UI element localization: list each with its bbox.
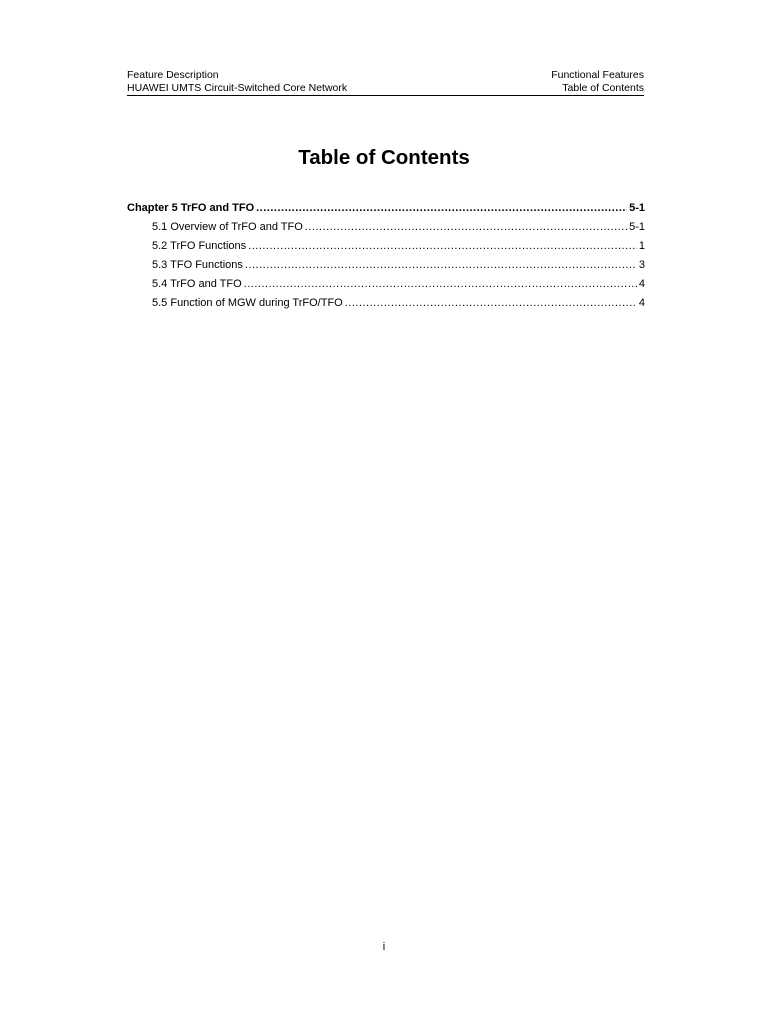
toc-entry[interactable] [127, 237, 645, 256]
header-doc-type: Feature Description [127, 69, 219, 81]
toc-entry-page: 4 [638, 297, 645, 309]
toc-entry-page: 3 [638, 259, 645, 271]
toc-entry-label: 5.1 Overview of TrFO and TFO [152, 221, 303, 233]
toc-entry-label: Chapter 5 TrFO and TFO [127, 202, 255, 214]
page-title: Table of Contents [298, 146, 470, 169]
toc-entry[interactable] [127, 275, 645, 294]
toc-dot-leader [248, 237, 637, 256]
header-product: HUAWEI UMTS Circuit-Switched Core Network [127, 82, 348, 94]
toc-dot-leader [305, 218, 627, 237]
toc-entry-page: 1 [638, 240, 645, 252]
toc-entry-page: 5-1 [629, 221, 645, 233]
toc-entry-label: 5.5 Function of MGW during TrFO/TFO [152, 297, 343, 309]
page-number: i [382, 941, 386, 953]
toc-entry[interactable] [127, 218, 645, 237]
header-section: Functional Features [551, 69, 644, 81]
header-subsection: Table of Contents [562, 82, 644, 94]
toc-entry-page: 5-1 [629, 202, 645, 214]
toc-dot-leader [245, 256, 637, 275]
toc-dot-leader [244, 275, 637, 294]
toc-entry-label: 5.3 TFO Functions [152, 259, 243, 271]
table-of-contents [127, 199, 645, 313]
toc-dot-leader [256, 199, 627, 218]
header-right [551, 69, 644, 95]
toc-entry[interactable] [127, 256, 645, 275]
header-left [127, 69, 347, 95]
toc-entry-page: 4 [638, 278, 645, 290]
toc-entry-label: 5.4 TrFO and TFO [152, 278, 242, 290]
toc-entry-label: 5.2 TrFO Functions [152, 240, 247, 252]
toc-dot-leader [345, 294, 637, 313]
toc-chapter-entry[interactable] [127, 199, 645, 218]
toc-entry[interactable] [127, 294, 645, 313]
page-header [127, 69, 644, 96]
